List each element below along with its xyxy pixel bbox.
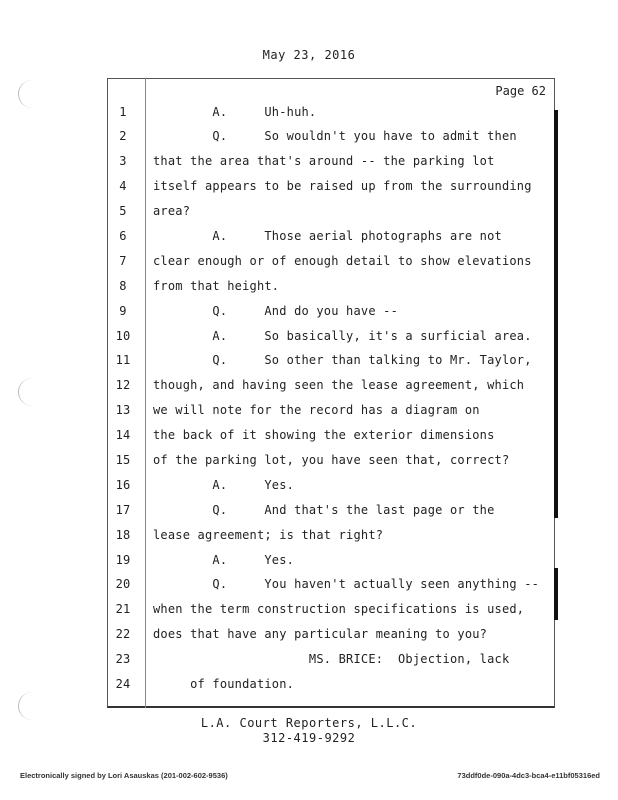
line-text: does that have any particular meaning to you? — [153, 627, 488, 641]
transcript-line — [107, 652, 557, 676]
transcript-line — [107, 105, 557, 129]
line-number: 6 — [119, 229, 127, 243]
transcript-line — [107, 378, 557, 402]
line-text: Q. And do you have -- — [153, 304, 399, 318]
line-text: of the parking lot, you have seen that, correct? — [153, 453, 510, 467]
electronic-signature-note: Electronically signed by Lori Asauskas (201-002-602-9536) — [20, 771, 228, 780]
line-text: the back of it showing the exterior dimensions — [153, 428, 495, 442]
line-text: area? — [153, 204, 191, 218]
transcript-line — [107, 279, 557, 303]
line-number: 8 — [119, 279, 127, 293]
line-number: 16 — [115, 478, 131, 492]
line-number: 4 — [119, 179, 127, 193]
reporter-phone: 312-419-9292 — [262, 731, 356, 745]
transcript-line — [107, 577, 557, 601]
line-text: clear enough or of enough detail to show elevations — [153, 254, 532, 268]
line-text: A. Yes. — [153, 478, 295, 492]
punch-hole-middle — [18, 378, 45, 406]
transcript-line — [107, 503, 557, 527]
line-text: when the term construction specifications is used, — [153, 602, 525, 616]
transcript-line — [107, 179, 557, 203]
line-text: we will note for the record has a diagram on — [153, 403, 480, 417]
document-hash: 73ddf0de-090a-4dc3-bca4-e11bf05316ed — [457, 771, 600, 780]
transcript-line — [107, 428, 557, 452]
page-number: Page 62 — [495, 84, 546, 98]
line-text: of foundation. — [153, 677, 295, 691]
line-text: from that height. — [153, 279, 280, 293]
transcript-line — [107, 154, 557, 178]
transcript-line — [107, 627, 557, 651]
transcript-line — [107, 304, 557, 328]
line-text: A. Yes. — [153, 553, 295, 567]
punch-hole-top — [18, 80, 45, 108]
line-text: Q. So other than talking to Mr. Taylor, — [153, 353, 532, 367]
line-text: A. So basically, it's a surficial area. — [153, 329, 532, 343]
reporter-company: L.A. Court Reporters, L.L.C. — [200, 716, 418, 730]
line-text: A. Those aerial photographs are not — [153, 229, 502, 243]
line-number: 13 — [115, 403, 131, 417]
line-number: 12 — [115, 378, 131, 392]
line-number: 10 — [115, 329, 131, 343]
line-text: itself appears to be raised up from the surrounding — [153, 179, 532, 193]
line-number: 18 — [115, 528, 131, 542]
line-number: 15 — [115, 453, 131, 467]
line-number: 7 — [119, 254, 127, 268]
line-text: lease agreement; is that right? — [153, 528, 384, 542]
line-number: 23 — [115, 652, 131, 666]
transcript-line — [107, 528, 557, 552]
line-number: 22 — [115, 627, 131, 641]
line-number: 11 — [115, 353, 131, 367]
line-text: MS. BRICE: Objection, lack — [153, 652, 510, 666]
line-number: 14 — [115, 428, 131, 442]
transcript-line — [107, 129, 557, 153]
transcript-line — [107, 602, 557, 626]
line-number: 24 — [115, 677, 131, 691]
line-text: though, and having seen the lease agreement, which — [153, 378, 525, 392]
deposition-date: May 23, 2016 — [262, 48, 356, 62]
line-text: Q. So wouldn't you have to admit then — [153, 129, 517, 143]
transcript-line — [107, 403, 557, 427]
line-text: Q. You haven't actually seen anything -- — [153, 577, 540, 591]
line-number: 5 — [119, 204, 127, 218]
transcript-line — [107, 254, 557, 278]
line-number: 21 — [115, 602, 131, 616]
line-number: 19 — [115, 553, 131, 567]
line-number: 17 — [115, 503, 131, 517]
line-number: 2 — [119, 129, 127, 143]
line-number: 3 — [119, 154, 127, 168]
transcript-line — [107, 677, 557, 701]
line-number: 20 — [115, 577, 131, 591]
line-number: 1 — [119, 105, 127, 119]
transcript-line — [107, 553, 557, 577]
line-text: that the area that's around -- the parking lot — [153, 154, 495, 168]
line-text: Q. And that's the last page or the — [153, 503, 495, 517]
transcript-line — [107, 229, 557, 253]
line-number: 9 — [119, 304, 127, 318]
transcript-line — [107, 478, 557, 502]
transcript-line — [107, 329, 557, 353]
transcript-line — [107, 353, 557, 377]
transcript-line — [107, 204, 557, 228]
line-text: A. Uh-huh. — [153, 105, 317, 119]
transcript-line — [107, 453, 557, 477]
